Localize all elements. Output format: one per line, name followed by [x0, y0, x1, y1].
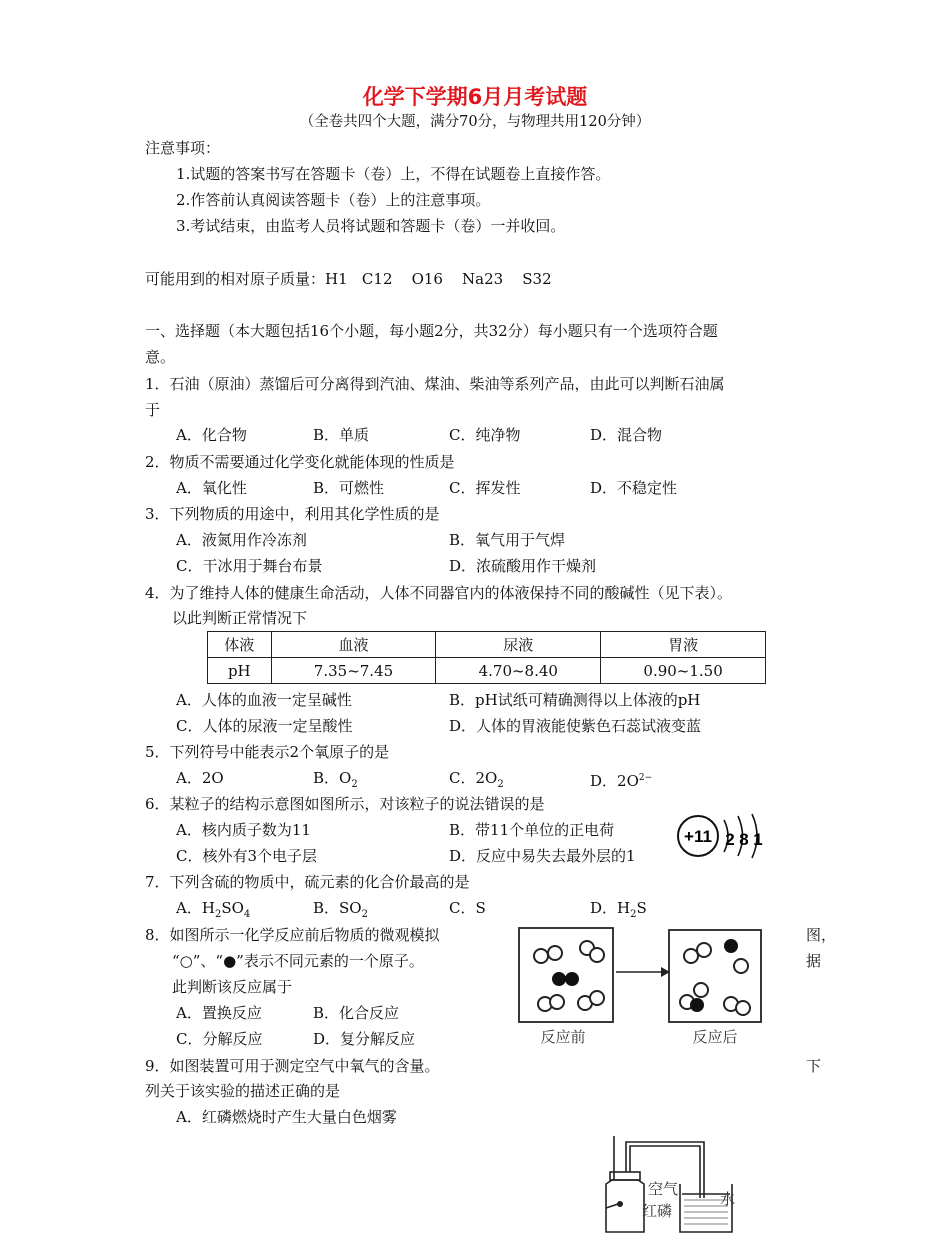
formula-subscript: 2	[630, 909, 637, 920]
q7-option-a	[176, 898, 250, 925]
q6-option-a: A．核内质子数为11	[176, 821, 311, 839]
ph-table	[207, 631, 766, 684]
notice-item: 2.作答前认真阅读答题卡（卷）上的注意事项。	[176, 191, 491, 209]
option-label: D．	[590, 899, 618, 917]
q3-option-d: D．浓硫酸用作干燥剂	[449, 557, 597, 575]
section-heading-cont: 意。	[145, 348, 176, 366]
q7-option-d	[590, 898, 647, 925]
q5-option-c	[449, 768, 504, 795]
option-label: C．	[449, 769, 476, 787]
q8-option-b: B．化合反应	[313, 1004, 400, 1022]
question-7-stem: 7．下列含硫的物质中，硫元素的化合价最高的是	[145, 873, 470, 891]
q5-option-d	[590, 768, 652, 791]
table-cell: 7.35~7.45	[271, 658, 436, 684]
q7-option-b	[313, 898, 368, 925]
formula-main: SO	[339, 899, 362, 917]
q2-option-b: B．可燃性	[313, 479, 385, 497]
formula-main: S	[636, 899, 647, 917]
section-heading: 一、选择题（本大题包括16个小题，每小题2分，共32分）每小题只有一个选项符合题	[145, 322, 718, 340]
q4-option-b: B．pH试纸可精确测得以上体液的pH	[449, 691, 701, 709]
question-5-stem: 5．下列符号中能表示2个氧原子的是	[145, 743, 390, 761]
page-title: 化学下学期6月月考试题	[362, 85, 588, 109]
spoon-handle	[606, 1204, 618, 1208]
question-6-stem: 6．某粒子的结构示意图如图所示，对该粒子的说法错误的是	[145, 795, 545, 813]
q1-option-d: D．混合物	[590, 426, 663, 444]
phosphorus-spoon	[617, 1201, 623, 1207]
formula-subscript: 2	[214, 909, 222, 920]
q4-option-c: C．人体的尿液一定呈酸性	[176, 717, 353, 735]
table-header-cell: 胃液	[601, 632, 766, 658]
question-4-stem: 4．为了维持人体的健康生命活动，人体不同器官内的体液保持不同的酸碱性（见下表）。	[145, 584, 733, 602]
atom-structure-diagram	[676, 806, 772, 862]
electron-count: 8	[739, 830, 749, 849]
question-2-stem: 2．物质不需要通过化学变化就能体现的性质是	[145, 453, 455, 471]
table-header-cell: 血液	[271, 632, 436, 658]
q3-option-b: B．氧气用于气焊	[449, 531, 566, 549]
question-9-stem-end: 下	[806, 1057, 822, 1075]
formula-main: H	[617, 899, 631, 917]
oxygen-apparatus-diagram	[592, 1128, 752, 1234]
table-cell: 4.70~8.40	[436, 658, 601, 684]
nucleus-label: +11	[684, 827, 712, 846]
electron-count: 1	[753, 830, 763, 849]
question-9-stem-cont: 列关于该实验的描述正确的是	[145, 1082, 341, 1100]
question-9-stem: 9．如图装置可用于测定空气中氧气的含量。	[145, 1057, 440, 1075]
formula-main: SO	[221, 899, 244, 917]
notice-heading: 注意事项：	[145, 139, 221, 157]
q1-option-a: A．化合物	[176, 426, 247, 444]
label-water: 水	[720, 1192, 736, 1208]
label-before: 反应前	[540, 1029, 586, 1046]
formula-main: 2O	[617, 772, 639, 790]
option-label: D．	[590, 772, 618, 790]
question-4-stem-cont: 以此判断正常情况下	[172, 609, 308, 627]
question-8-stem-end: 图，	[806, 926, 837, 944]
q8-option-d: D．复分解反应	[313, 1030, 416, 1048]
question-8-stem: 8．如图所示一化学反应前后物质的微观模拟	[145, 926, 440, 944]
q6-option-d: D．反应中易失去最外层的1	[449, 847, 636, 865]
formula-main: O	[339, 769, 352, 787]
page-subtitle: （全卷共四个大题，满分70分，与物理共用120分钟）	[299, 114, 651, 130]
table-header-row	[208, 632, 766, 658]
option-label: C．	[449, 899, 476, 917]
before-box	[519, 928, 613, 1022]
question-8-stem-cont: 此判断该反应属于	[172, 978, 293, 996]
formula-subscript: 2	[351, 779, 358, 790]
formula-subscript: 2	[361, 909, 368, 920]
option-label: B．	[313, 899, 340, 917]
q2-option-d: D．不稳定性	[590, 479, 678, 497]
formula-main: 2O	[201, 769, 224, 787]
q7-option-c	[449, 898, 486, 918]
q2-option-a: A．氧化性	[176, 479, 247, 497]
q1-option-c: C．纯净物	[449, 426, 521, 444]
formula-main: S	[475, 899, 486, 917]
option-label: A．	[176, 769, 202, 787]
question-3-stem: 3．下列物质的用途中，利用其化学性质的是	[145, 505, 440, 523]
question-1-stem: 1．石油（原油）蒸馏后可分离得到汽油、煤油、柴油等系列产品，由此可以判断石油属	[145, 375, 725, 393]
formula-superscript: 2−	[638, 773, 653, 783]
table-header-cell: 体液	[208, 632, 272, 658]
option-label: A．	[176, 899, 202, 917]
q5-option-a	[176, 768, 224, 788]
q9-option-a: A．红磷燃烧时产生大量白色烟雾	[176, 1108, 397, 1126]
q5-option-b	[313, 768, 358, 795]
q4-option-d: D．人体的胃液能使紫色石蕊试液变蓝	[449, 717, 702, 735]
q8-option-c: C．分解反应	[176, 1030, 263, 1048]
q6-option-b: B．带11个单位的正电荷	[449, 821, 615, 839]
notice-item: 1.试题的答案书写在答题卡（卷）上，不得在试题卷上直接作答。	[176, 165, 611, 183]
q8-option-a: A．置换反应	[176, 1004, 262, 1022]
electron-count: 2	[725, 830, 735, 849]
question-1-stem-cont: 于	[145, 401, 161, 419]
q6-option-c: C．核外有3个电子层	[176, 847, 318, 865]
label-after: 反应后	[692, 1029, 738, 1046]
table-cell: 0.90~1.50	[601, 658, 766, 684]
formula-subscript: 4	[243, 909, 251, 920]
table-cell: pH	[208, 658, 272, 684]
formula-main: 2O	[475, 769, 498, 787]
q3-option-c: C．干冰用于舞台布景	[176, 557, 323, 575]
question-8-stem-cont-end: 据	[806, 952, 822, 970]
atomic-mass-line: 可能用到的相对原子质量：H1 C12 O16 Na23 S32	[145, 270, 552, 288]
formula-subscript: 2	[497, 779, 504, 790]
formula-main: H	[201, 899, 215, 917]
option-label: B．	[313, 769, 340, 787]
q3-option-a: A．液氮用作冷冻剂	[176, 531, 307, 549]
q2-option-c: C．挥发性	[449, 479, 521, 497]
label-phosphorus: 红磷	[642, 1204, 673, 1220]
question-8-stem-cont: “○”、“●”表示不同元素的一个原子。	[172, 952, 424, 970]
notice-item: 3.考试结束，由监考人员将试题和答题卡（卷）一并收回。	[176, 217, 566, 235]
label-air: 空气	[648, 1182, 679, 1198]
table-row	[208, 658, 766, 684]
reaction-model-diagram	[515, 924, 775, 1050]
q1-option-b: B．单质	[313, 426, 370, 444]
q4-option-a: A．人体的血液一定呈碱性	[176, 691, 352, 709]
table-header-cell: 尿液	[436, 632, 601, 658]
